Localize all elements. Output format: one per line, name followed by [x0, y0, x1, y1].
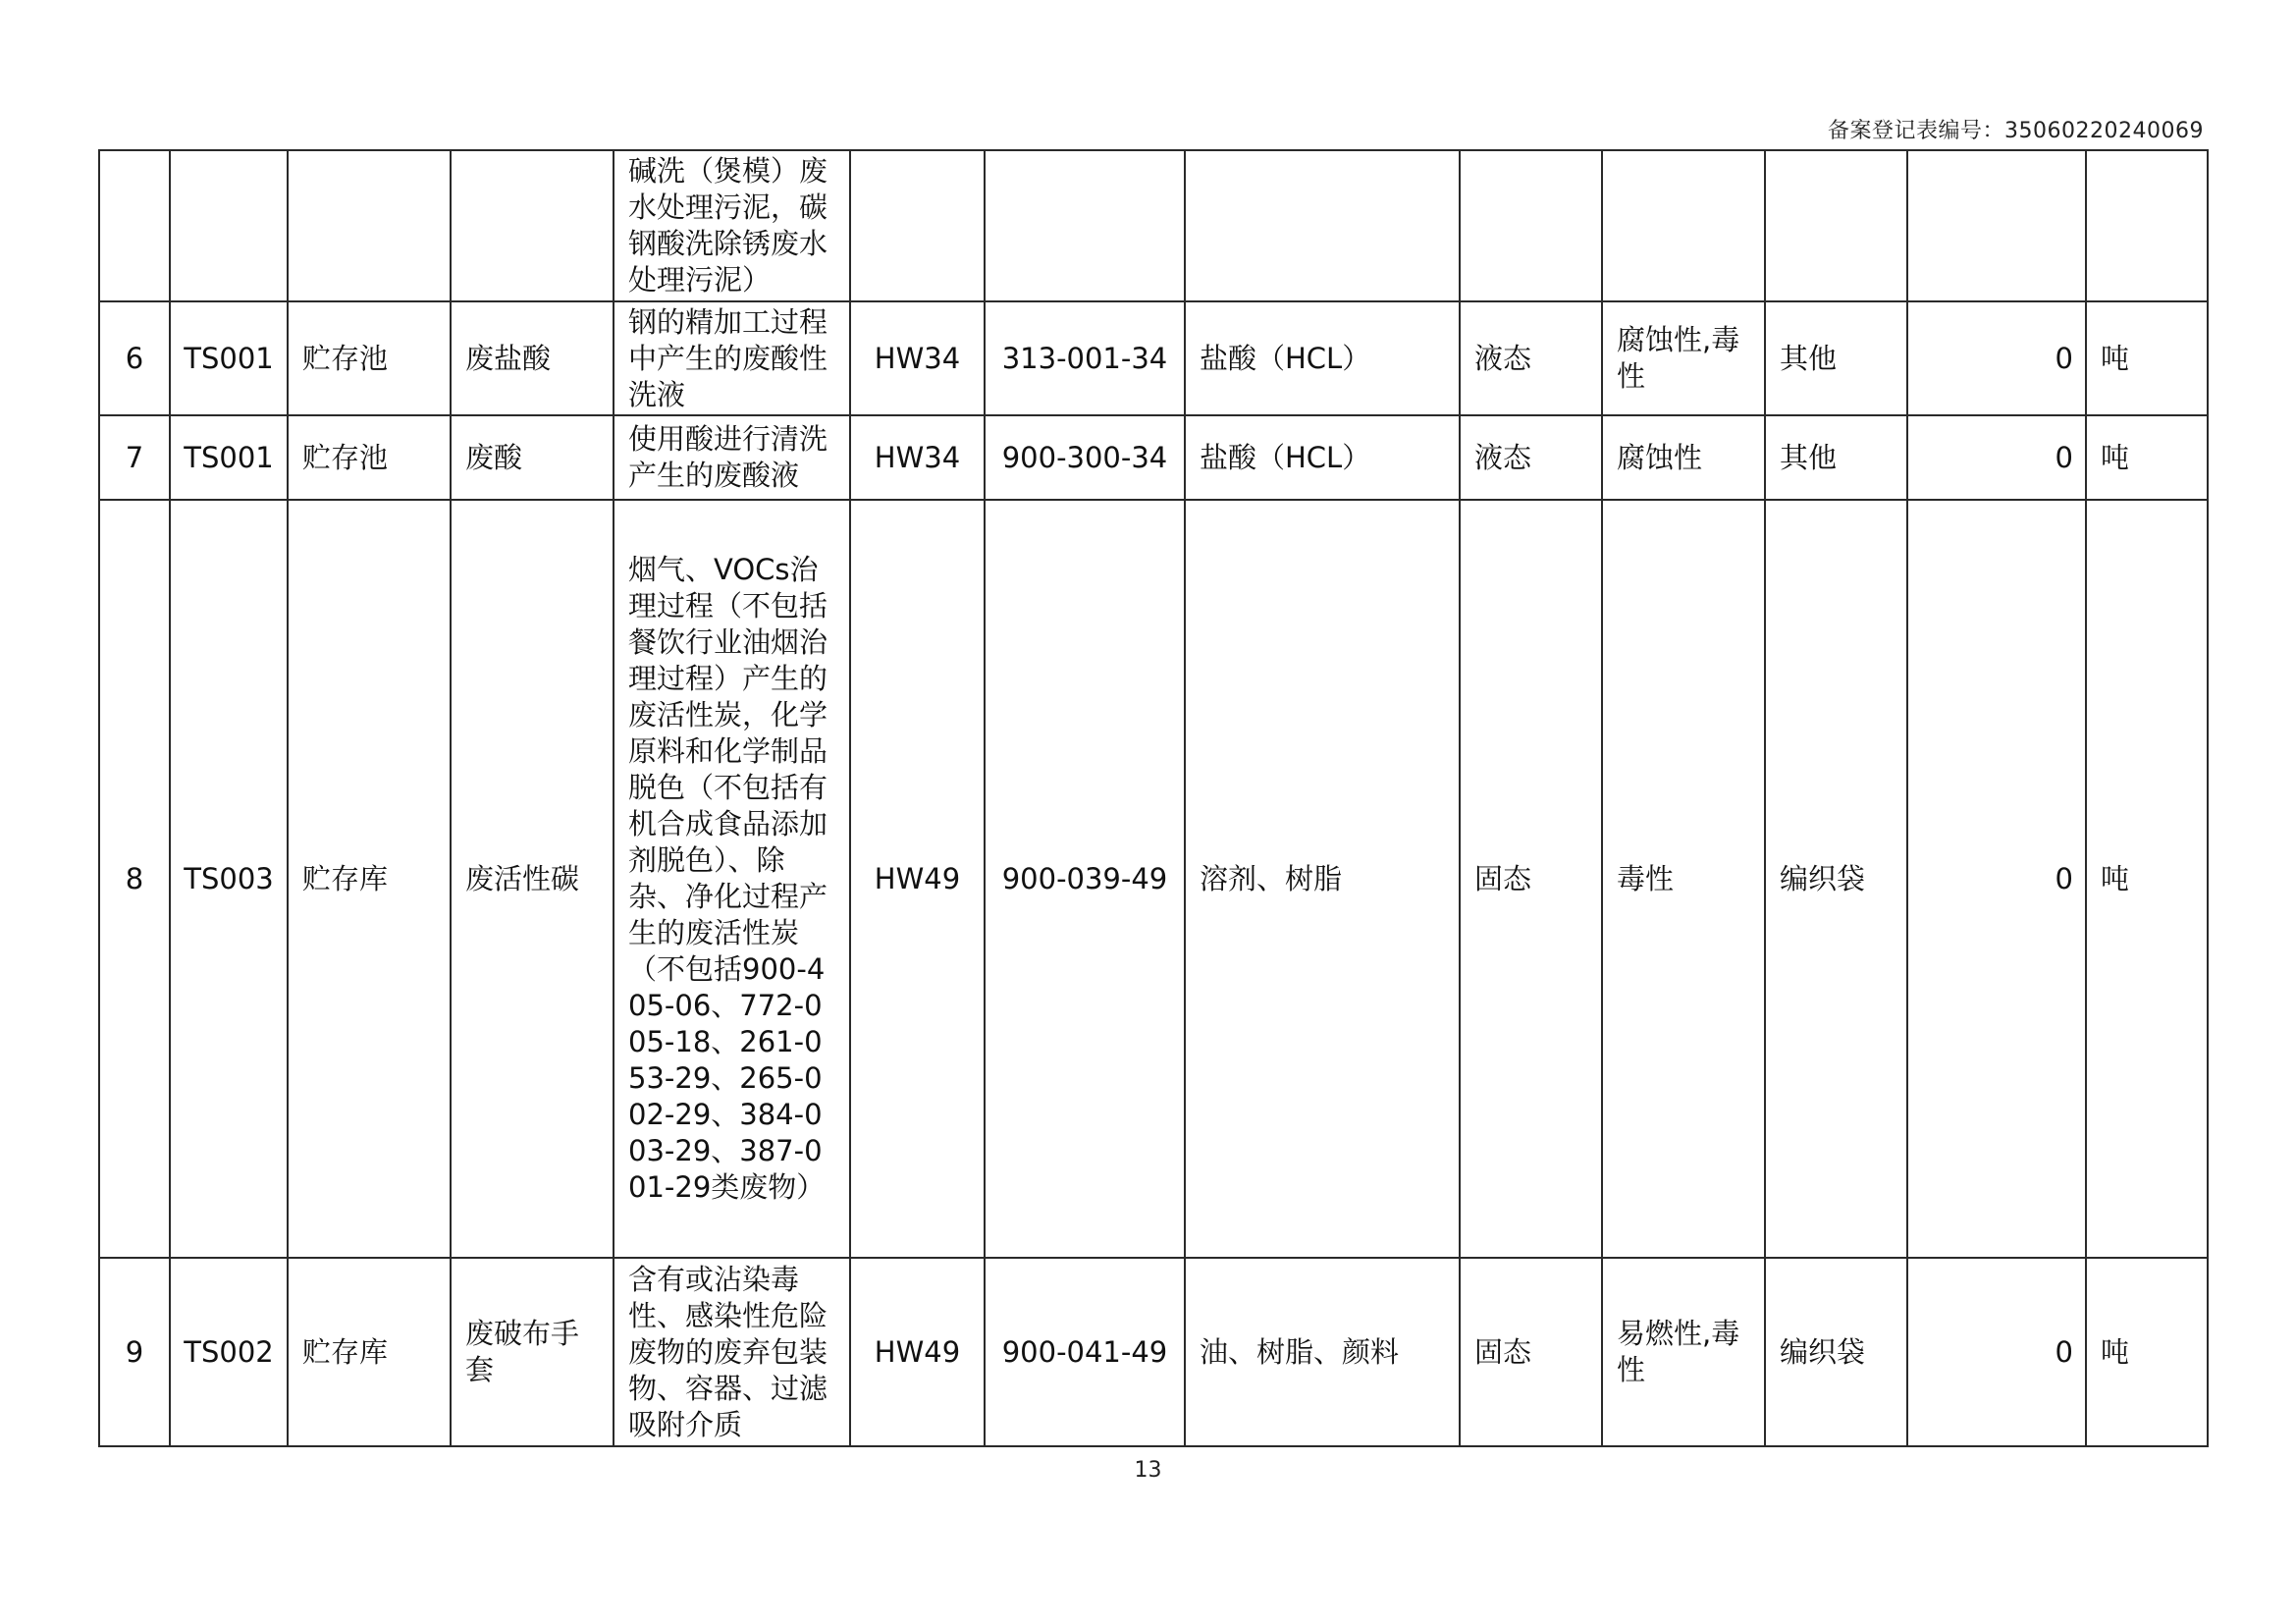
facility-type: 贮存池 [288, 301, 451, 415]
table-row [99, 150, 2208, 301]
quantity [1907, 150, 2086, 301]
package-type: 其他 [1765, 415, 1907, 500]
page-number: 13 [1134, 1458, 1162, 1483]
waste-source: 烟气、VOCs治理过程（不包括餐饮行业油烟治理过程）产生的废活性炭，化学原料和化学制品脱色（不包括有机合成食品添加剂脱色）、除杂、净化过程产生的废活性炭（不包括900-405-06、772-005-18、261-053-29、265-002-29、384-003-29、387-001-29类废物） [614, 500, 850, 1258]
physical-form: 液态 [1460, 415, 1602, 500]
waste-category: HW49 [850, 500, 985, 1258]
package-type: 其他 [1765, 301, 1907, 415]
waste-code [985, 150, 1185, 301]
waste-source: 使用酸进行清洗产生的废酸液 [614, 415, 850, 500]
table-row [99, 1258, 2208, 1446]
facility-code: TS001 [170, 301, 288, 415]
waste-category: HW49 [850, 1258, 985, 1446]
facility-code: TS001 [170, 415, 288, 500]
unit: 吨 [2086, 415, 2208, 500]
quantity: 0 [1907, 500, 2086, 1258]
waste-code: 900-300-34 [985, 415, 1185, 500]
facility-code [170, 150, 288, 301]
table-row [99, 415, 2208, 500]
waste-category [850, 150, 985, 301]
waste-category: HW34 [850, 301, 985, 415]
hazard-property: 易燃性,毒性 [1602, 1258, 1765, 1446]
row-number: 7 [99, 415, 170, 500]
quantity: 0 [1907, 301, 2086, 415]
facility-type: 贮存池 [288, 415, 451, 500]
quantity: 0 [1907, 1258, 2086, 1446]
facility-type: 贮存库 [288, 1258, 451, 1446]
unit: 吨 [2086, 1258, 2208, 1446]
waste-code: 900-041-49 [985, 1258, 1185, 1446]
hazardous-substance: 溶剂、树脂 [1185, 500, 1460, 1258]
waste-name: 废活性碳 [451, 500, 614, 1258]
hazard-property [1602, 150, 1765, 301]
package-type [1765, 150, 1907, 301]
package-type: 编织袋 [1765, 500, 1907, 1258]
waste-name: 废盐酸 [451, 301, 614, 415]
hazardous-waste-table [98, 149, 2209, 1447]
hazard-property: 腐蚀性 [1602, 415, 1765, 500]
waste-source: 钢的精加工过程中产生的废酸性洗液 [614, 301, 850, 415]
row-number [99, 150, 170, 301]
package-type: 编织袋 [1765, 1258, 1907, 1446]
quantity: 0 [1907, 415, 2086, 500]
hazard-property: 毒性 [1602, 500, 1765, 1258]
hazardous-substance: 油、树脂、颜料 [1185, 1258, 1460, 1446]
unit [2086, 150, 2208, 301]
waste-source: 碱洗（煲模）废水处理污泥，碳钢酸洗除锈废水处理污泥） [614, 150, 850, 301]
physical-form: 液态 [1460, 301, 1602, 415]
waste-category: HW34 [850, 415, 985, 500]
hazardous-substance [1185, 150, 1460, 301]
waste-code: 900-039-49 [985, 500, 1185, 1258]
unit: 吨 [2086, 500, 2208, 1258]
physical-form [1460, 150, 1602, 301]
table-row [99, 301, 2208, 415]
waste-name: 废破布手套 [451, 1258, 614, 1446]
table-row [99, 500, 2208, 1258]
registration-number: 备案登记表编号：35060220240069 [1828, 119, 2204, 143]
facility-type [288, 150, 451, 301]
waste-source: 含有或沾染毒性、感染性危险废物的废弃包装物、容器、过滤吸附介质 [614, 1258, 850, 1446]
facility-code: TS003 [170, 500, 288, 1258]
row-number: 9 [99, 1258, 170, 1446]
waste-name [451, 150, 614, 301]
physical-form: 固态 [1460, 500, 1602, 1258]
waste-name: 废酸 [451, 415, 614, 500]
row-number: 6 [99, 301, 170, 415]
unit: 吨 [2086, 301, 2208, 415]
hazard-property: 腐蚀性,毒性 [1602, 301, 1765, 415]
hazardous-substance: 盐酸（HCL） [1185, 301, 1460, 415]
physical-form: 固态 [1460, 1258, 1602, 1446]
facility-code: TS002 [170, 1258, 288, 1446]
row-number: 8 [99, 500, 170, 1258]
waste-code: 313-001-34 [985, 301, 1185, 415]
facility-type: 贮存库 [288, 500, 451, 1258]
hazardous-substance: 盐酸（HCL） [1185, 415, 1460, 500]
